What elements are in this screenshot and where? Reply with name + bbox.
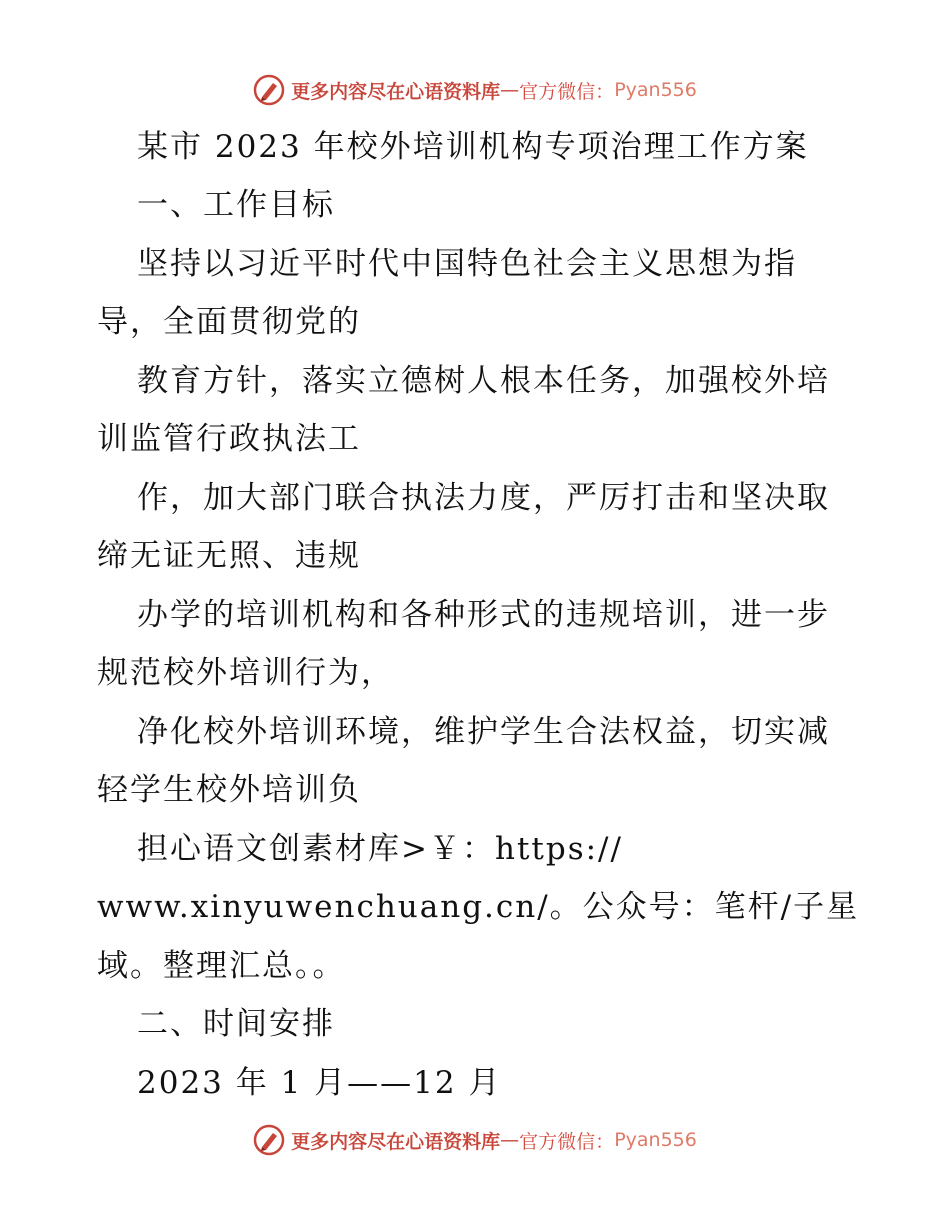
section-heading-goals: 一、工作目标 bbox=[137, 187, 335, 223]
paragraph-line: 净化校外培训环境，维护学生合法权益，切实减 bbox=[137, 714, 830, 750]
banner-dash: — bbox=[500, 1129, 520, 1151]
banner-main-text: 更多内容尽在心语资料库 bbox=[291, 80, 501, 103]
paragraph-line: 轻学生校外培训负 bbox=[97, 772, 361, 808]
banner-wechat-label: 官方微信： bbox=[519, 1130, 615, 1153]
watermark-banner-bottom bbox=[0, 1122, 950, 1158]
paragraph-line: 办学的培训机构和各种形式的违规培训，进一步 bbox=[137, 597, 830, 633]
paragraph-line: 训监管行政执法工 bbox=[97, 421, 361, 457]
banner-wechat-id: Pyan556 bbox=[614, 1129, 697, 1151]
paragraph-line: www.xinyuwenchuang.cn/。公众号：笔杆/子星 bbox=[97, 889, 860, 925]
section-heading-schedule: 二、时间安排 bbox=[137, 1006, 335, 1042]
document-title: 某市 2023 年校外培训机构专项治理工作方案 bbox=[137, 129, 809, 165]
watermark-banner-top bbox=[0, 72, 950, 108]
pen-logo-icon bbox=[253, 74, 285, 106]
banner-wechat-label: 官方微信： bbox=[519, 80, 615, 103]
paragraph-line: 导，全面贯彻党的 bbox=[97, 304, 361, 340]
paragraph-line: 教育方针，落实立德树人根本任务，加强校外培 bbox=[137, 363, 830, 399]
paragraph-line: 规范校外培训行为， bbox=[97, 655, 394, 691]
banner-dash: — bbox=[500, 79, 520, 101]
schedule-date-range: 2023 年 1 月——12 月 bbox=[137, 1065, 502, 1101]
banner-main-text: 更多内容尽在心语资料库 bbox=[291, 1130, 501, 1153]
pen-logo-icon bbox=[253, 1124, 285, 1156]
paragraph-line: 担心语文创素材库>￥：https:// bbox=[137, 831, 623, 867]
paragraph-line: 域。整理汇总。。 bbox=[97, 948, 346, 984]
banner-wechat-id: Pyan556 bbox=[614, 79, 697, 101]
paragraph-line: 坚持以习近平时代中国特色社会主义思想为指 bbox=[137, 246, 797, 282]
paragraph-line: 缔无证无照、违规 bbox=[97, 538, 361, 574]
paragraph-line: 作，加大部门联合执法力度，严厉打击和坚决取 bbox=[137, 480, 830, 516]
